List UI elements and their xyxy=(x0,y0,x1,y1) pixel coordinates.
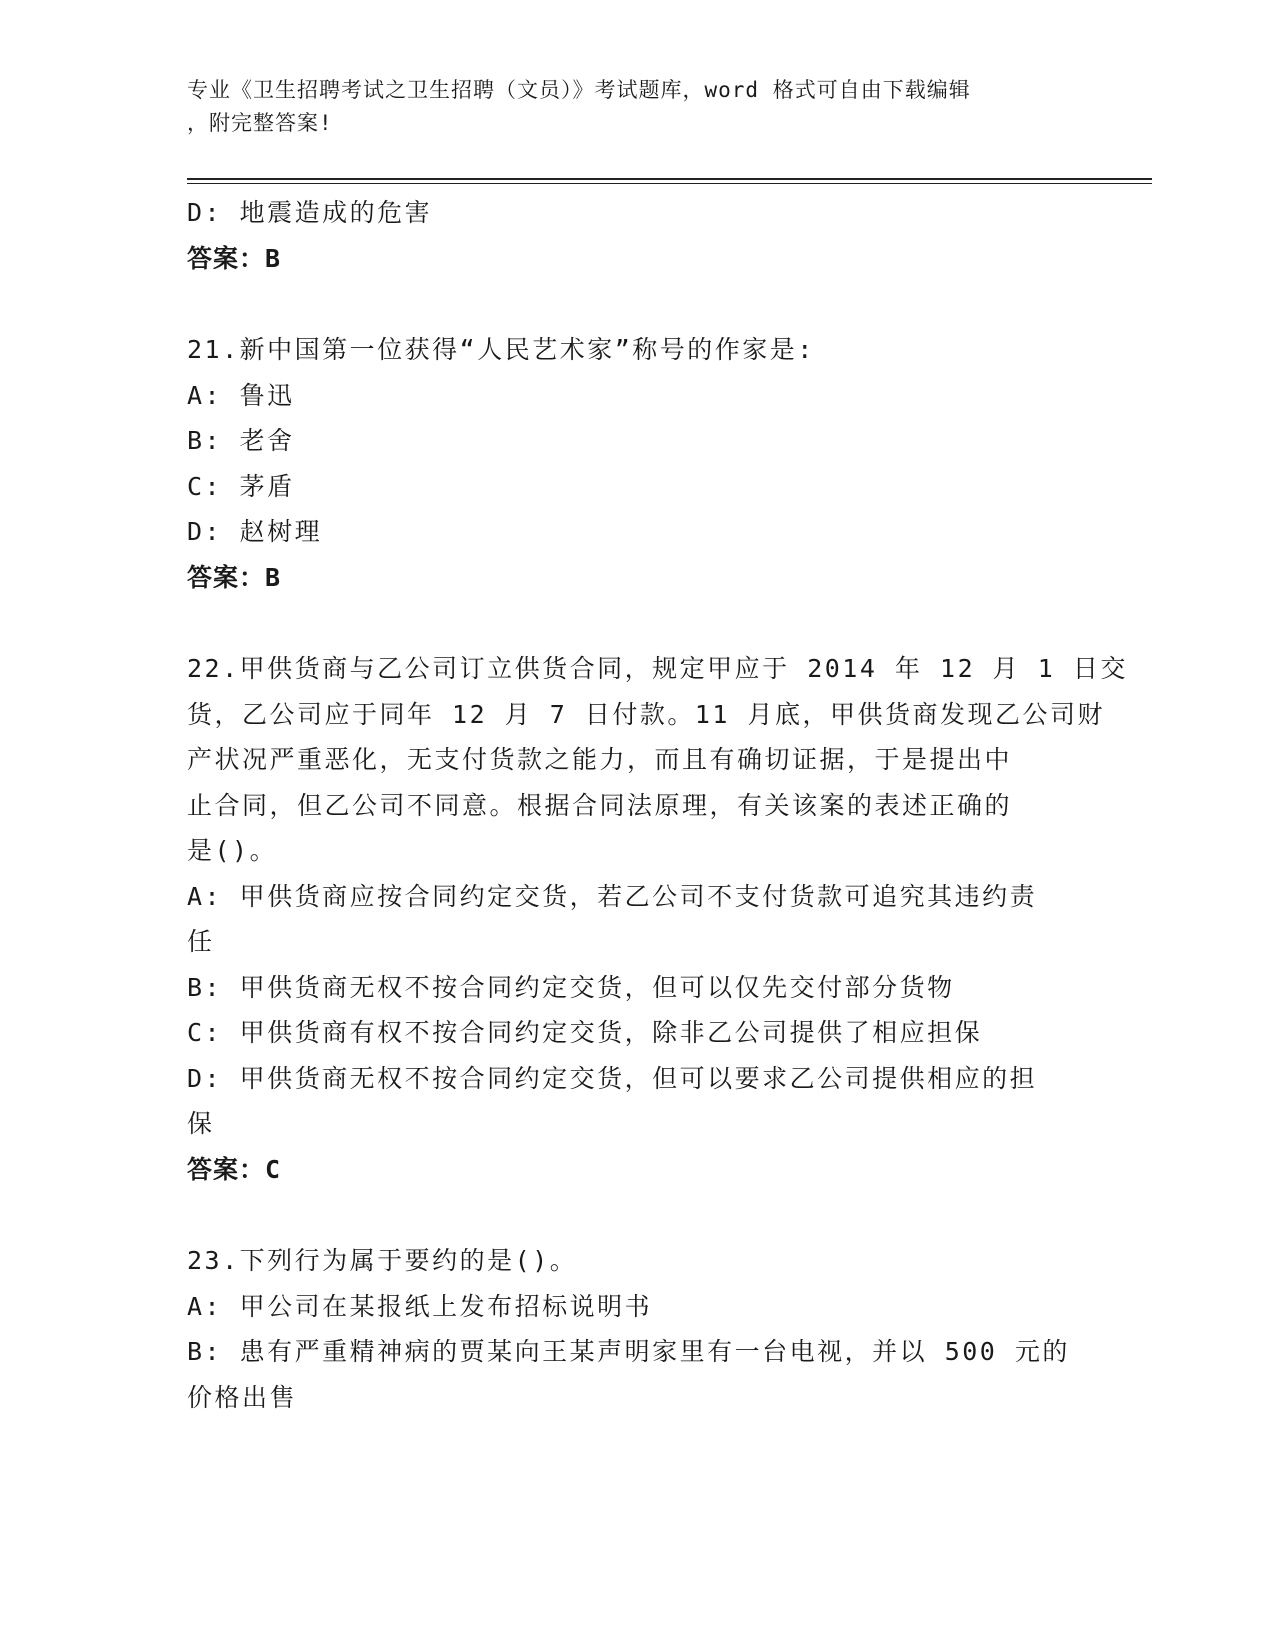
spacer xyxy=(187,281,1087,327)
question-21 xyxy=(187,327,1087,600)
option-a: A: 甲公司在某报纸上发布招标说明书 xyxy=(187,1291,653,1321)
question-stem-line: 货，乙公司应于同年 12 月 7 日付款。11 月底，甲供货商发现乙公司财 xyxy=(187,699,1106,729)
option-d: D: 赵树理 xyxy=(187,517,323,546)
answer-line: 答案：C xyxy=(187,1154,282,1184)
option-b-continued: 价格出售 xyxy=(187,1382,298,1412)
header-divider-thick xyxy=(187,178,1152,180)
question-stem: 23.下列行为属于要约的是()。 xyxy=(187,1246,578,1275)
option-d: D: 地震造成的危害 xyxy=(187,198,433,227)
spacer xyxy=(187,600,1087,646)
question-stem-line: 是()。 xyxy=(187,836,278,865)
document-header xyxy=(187,74,1067,140)
question-stem: 21.新中国第一位获得“人民艺术家”称号的作家是: xyxy=(187,335,815,364)
question-22 xyxy=(187,646,1128,1192)
question-stem-line: 产状况严重恶化，无支付货款之能力，而且有确切证据，于是提出中 xyxy=(187,745,1013,774)
question-23 xyxy=(187,1238,1087,1420)
question-list xyxy=(187,190,1128,1420)
header-line-1: 专业《卫生招聘考试之卫生招聘（文员）》考试题库，word 格式可自由下载编辑 xyxy=(187,78,971,102)
previous-question xyxy=(187,190,1087,281)
option-a: A: 甲供货商应按合同约定交货，若乙公司不支付货款可追究其违约责 xyxy=(187,881,1038,911)
question-stem-line: 22.甲供货商与乙公司订立供货合同，规定甲应于 2014 年 12 月 1 日交 xyxy=(187,654,1128,683)
option-d: D: 甲供货商无权不按合同约定交货，但可以要求乙公司提供相应的担 xyxy=(187,1063,1038,1093)
option-c: C: 甲供货商有权不按合同约定交货，除非乙公司提供了相应担保 xyxy=(187,1018,983,1047)
option-c: C: 茅盾 xyxy=(187,471,295,501)
option-b: B: 患有严重精神病的贾某向王某声明家里有一台电视，并以 500 元的 xyxy=(187,1337,1070,1366)
header-line-2: ，附完整答案! xyxy=(187,111,333,135)
answer-line: 答案：B xyxy=(187,243,282,273)
option-a: A: 鲁迅 xyxy=(187,380,295,410)
option-b: B: 老舍 xyxy=(187,426,295,455)
header-divider-thin xyxy=(187,183,1152,184)
question-stem-line: 止合同，但乙公司不同意。根据合同法原理，有关该案的表述正确的 xyxy=(187,790,1013,820)
option-d-continued: 保 xyxy=(187,1109,215,1138)
option-b: B: 甲供货商无权不按合同约定交货，但可以仅先交付部分货物 xyxy=(187,972,955,1002)
spacer xyxy=(187,1192,1087,1238)
answer-line: 答案：B xyxy=(187,562,282,592)
option-a-continued: 任 xyxy=(187,927,215,956)
